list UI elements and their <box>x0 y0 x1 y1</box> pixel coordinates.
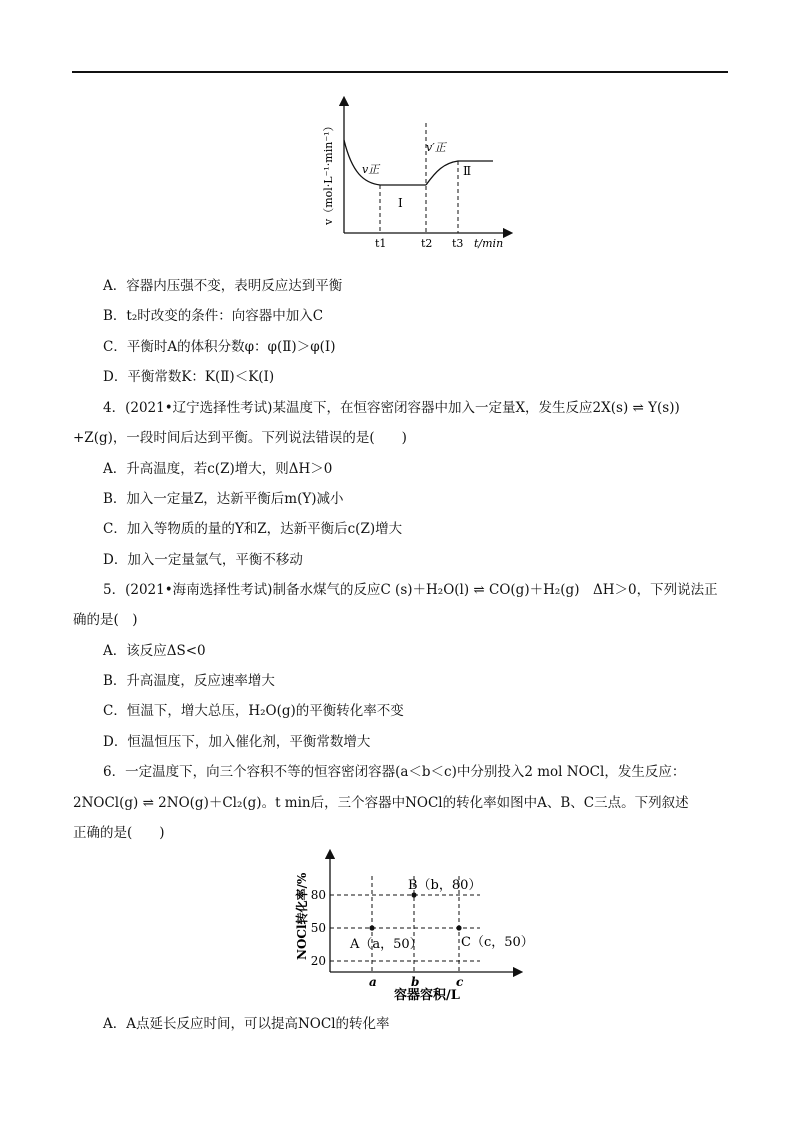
q5-option-b: B．升高温度，反应速率增大 <box>103 673 275 689</box>
rate-time-graph <box>318 95 518 255</box>
q4-option-c: C．加入等物质的量的Y和Z，达新平衡后c(Z)增大 <box>103 521 403 537</box>
q4-stem-line1: 4．(2021•辽宁选择性考试)某温度下，在恒容密闭容器中加入一定量X，发生反应2X(s) ⇌ Y(s)) <box>103 400 680 416</box>
v-forward-label: v正 <box>362 163 380 176</box>
region-2-label: Ⅱ <box>463 164 472 178</box>
region-1-label: Ⅰ <box>398 196 403 210</box>
v-forward-prime-label: v′正 <box>426 141 446 154</box>
nocl-conversion-chart <box>290 848 530 1008</box>
q5-stem-line1: 5．(2021•海南选择性考试)制备水煤气的反应C (s)＋H₂O(l) ⇌ CO(g)＋H₂(g) ΔH＞0，下列说法正 <box>103 582 718 598</box>
x-axis-label: t/min <box>474 237 504 250</box>
x-tick-label: c <box>456 975 464 989</box>
data-point-label: B（b，80） <box>408 878 482 893</box>
q4-option-a: A．升高温度，若c(Z)增大，则ΔH＞0 <box>103 461 333 477</box>
data-point-c <box>456 925 461 930</box>
q6-stem-line1: 6．一定温度下，向三个容积不等的恒容密闭容器(a＜b＜c)中分别投入2 mol NOCl，发生反应： <box>103 764 686 780</box>
tick-t2: t2 <box>421 237 433 250</box>
data-point-a <box>369 925 374 930</box>
data-point-b <box>411 892 416 897</box>
x-tick-label: b <box>411 975 420 989</box>
q4-option-b: B．加入一定量Z，达新平衡后m(Y)减小 <box>103 491 344 507</box>
q3-option-a: A．容器内压强不变，表明反应达到平衡 <box>103 278 343 294</box>
x-tick-label: a <box>369 975 377 989</box>
q5-option-c: C．恒温下，增大总压，H₂O(g)的平衡转化率不变 <box>103 703 404 719</box>
q3-option-d: D．平衡常数K：K(Ⅱ)＜K(Ⅰ) <box>103 369 275 385</box>
q5-stem-line2: 确的是( ) <box>73 612 138 628</box>
tick-t3: t3 <box>452 237 464 250</box>
v-forward-curve <box>344 140 426 185</box>
q6-option-a: A．A点延长反应时间，可以提高NOCl的转化率 <box>103 1016 390 1032</box>
y-tick-label: 50 <box>310 921 326 935</box>
chart-y-label: NOCl转化率/% <box>295 872 309 960</box>
q3-option-c: C．平衡时A的体积分数φ：φ(Ⅱ)＞φ(Ⅰ) <box>103 339 336 355</box>
data-point-label: C（c，50） <box>461 935 530 950</box>
q5-option-a: A．该反应ΔS<0 <box>103 643 206 659</box>
q4-stem-line2: +Z(g)，一段时间后达到平衡。下列说法错误的是( ) <box>73 430 407 446</box>
q4-option-d: D．加入一定量氩气，平衡不移动 <box>103 552 303 568</box>
v-forward-prime-curve <box>426 161 493 185</box>
chart-x-label: 容器容积/L <box>394 988 460 1003</box>
page-top-rule <box>72 71 728 73</box>
q3-option-b: B．t₂时改变的条件：向容器中加入C <box>103 308 324 324</box>
y-tick-label: 20 <box>310 954 326 968</box>
q6-stem-line2: 2NOCl(g) ⇌ 2NO(g)＋Cl₂(g)。t min后，三个容器中NOCl的转化率如图中A、B、C三点。下列叙述 <box>73 795 689 811</box>
q6-stem-line3: 正确的是( ) <box>73 825 165 841</box>
data-point-label: A（a，50） <box>350 937 423 952</box>
y-tick-label: 80 <box>310 888 326 902</box>
y-axis-label: v（mol·L⁻¹·min⁻¹） <box>322 120 335 225</box>
q5-option-d: D．恒温恒压下，加入催化剂，平衡常数增大 <box>103 734 371 750</box>
tick-t1: t1 <box>375 237 387 250</box>
